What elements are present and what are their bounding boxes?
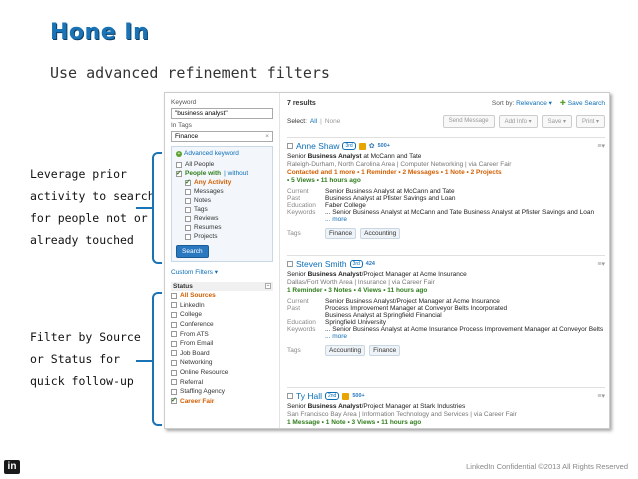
checkbox[interactable]	[185, 225, 191, 231]
checkbox[interactable]	[185, 180, 191, 186]
headline-post: /Project Manager at Stark Industries	[361, 403, 466, 410]
filter-option[interactable]	[171, 358, 273, 368]
results-pane	[287, 99, 605, 426]
activity-stats	[287, 169, 605, 176]
headline-bold: Business Analyst	[307, 271, 362, 278]
activity-stats	[287, 287, 605, 294]
custom-filters-link[interactable]: Custom Filters ▾	[171, 269, 218, 276]
save-search-label: Save Search	[567, 99, 605, 107]
status-heading-label: Status	[173, 283, 193, 290]
checkbox[interactable]	[171, 293, 177, 299]
stats-line: 1 Message • 1 Note • 3 Views • 11 hours ago	[287, 419, 422, 426]
plus-icon: +	[177, 150, 181, 157]
save-search-link[interactable]	[560, 99, 605, 107]
past-value: Process Improvement Manager at Conveyor Belts Incorporated	[325, 305, 508, 312]
filter-option[interactable]	[171, 368, 273, 378]
filter-option[interactable]	[171, 329, 273, 339]
checkbox[interactable]	[171, 331, 177, 337]
annotation-bracket-1	[152, 152, 162, 264]
filter-option-label: All Sources	[180, 292, 216, 300]
past-value: Business Analyst at Pfister Savings and Loan	[325, 195, 456, 202]
keywords-label: Keywords	[287, 209, 316, 216]
checkbox[interactable]	[185, 198, 191, 204]
filter-option[interactable]	[185, 214, 268, 223]
filter-option-label: Any Activity	[194, 179, 232, 186]
headline	[287, 153, 605, 160]
divider	[287, 255, 605, 256]
filter-option-label: Job Board	[180, 349, 210, 357]
headline-post: /Project Manager at Acme Insurance	[361, 271, 467, 278]
filter-option-label: Networking	[180, 359, 213, 367]
filter-option[interactable]	[171, 320, 273, 330]
keyword-value: "business analyst"	[175, 110, 228, 117]
checkbox[interactable]	[176, 171, 182, 177]
current-label: Current	[287, 188, 309, 195]
filter-option[interactable]	[171, 339, 273, 349]
annotation-source: Filter by Source or Status for quick follow-up	[30, 330, 141, 388]
stats-line-2: • 5 Views • 11 hours ago	[287, 177, 361, 184]
tags-value: Finance	[175, 133, 199, 140]
filter-option[interactable]	[171, 301, 273, 311]
recruiter-screenshot	[164, 92, 610, 429]
filter-option-label: From Email	[180, 340, 214, 348]
headline	[287, 271, 605, 278]
checkbox[interactable]	[171, 389, 177, 395]
tag-chip[interactable]: Finance	[369, 345, 400, 356]
meta-line: Raleigh-Durham, North Carolina Area | Computer Networking | via Career Fair	[287, 161, 512, 168]
candidate-card	[287, 141, 605, 239]
filter-option-label: Notes	[194, 197, 211, 204]
sort-label: Sort by:	[491, 100, 515, 107]
filter-option-label: College	[180, 311, 203, 319]
filter-option[interactable]	[171, 397, 273, 407]
select-row	[287, 115, 605, 128]
filter-option-suffix[interactable]: | without	[224, 170, 249, 177]
headline-pre: Senior	[287, 271, 308, 278]
checkbox[interactable]	[185, 216, 191, 222]
past-label: Past	[287, 305, 301, 312]
filter-option-label: Referral	[180, 378, 204, 386]
filter-option[interactable]	[185, 223, 268, 232]
degree-badge: 3rd	[350, 260, 363, 268]
checkbox[interactable]	[171, 379, 177, 385]
checkbox[interactable]	[171, 398, 177, 404]
candidate-name[interactable]: Anne Shaw	[296, 141, 340, 151]
filter-option-label: People with	[185, 170, 222, 177]
checkbox[interactable]	[171, 302, 177, 308]
checkbox[interactable]	[171, 350, 177, 356]
in-tags-label: In Tags	[171, 122, 192, 129]
keyword-input[interactable]	[171, 108, 273, 119]
headline	[287, 403, 605, 410]
profile-details	[287, 188, 605, 223]
checkbox[interactable]	[185, 207, 191, 213]
bulk-actions	[443, 115, 605, 128]
checkbox[interactable]	[176, 162, 182, 168]
past-label: Past	[287, 195, 301, 202]
activity-stats-2	[287, 177, 605, 184]
profile-details	[287, 298, 605, 340]
tags-row	[287, 345, 605, 356]
checkbox[interactable]	[185, 234, 191, 240]
meta-line: San Francisco Bay Area | Information Technology and Services | via Career Fair	[287, 411, 517, 418]
headline-pre: Senior	[287, 153, 308, 160]
status-heading	[171, 282, 273, 291]
divider	[287, 387, 605, 388]
meta-line: Dallas/Fort Worth Area | Insurance | via Career Fair	[287, 279, 435, 286]
headline-bold: Business Analyst	[307, 153, 362, 160]
checkbox[interactable]	[171, 360, 177, 366]
people-filters	[176, 160, 268, 178]
past-value-2: Business Analyst at Springfield Financial	[325, 312, 442, 319]
slide-subtitle: Use advanced refinement filters	[50, 64, 330, 82]
clear-icon[interactable]: ×	[265, 133, 269, 140]
filter-option[interactable]	[185, 178, 268, 187]
more-menu-icon[interactable]: ≡▾	[597, 261, 605, 268]
filter-option[interactable]	[171, 387, 273, 397]
advanced-keyword-link[interactable]	[176, 150, 268, 157]
more-link[interactable]: ... more	[325, 216, 348, 223]
current-value: Senior Business Analyst/Project Manager at Acme Insurance	[325, 298, 500, 305]
source-filters	[171, 291, 273, 406]
filter-option-label: Reviews	[194, 215, 219, 222]
filter-option[interactable]	[171, 349, 273, 359]
education-value: Faber College	[325, 202, 366, 209]
select-checkbox[interactable]	[287, 393, 293, 399]
keywords-label: Keywords	[287, 326, 316, 333]
tags-row	[287, 228, 605, 239]
filter-option-label: Career Fair	[180, 397, 215, 405]
filter-option[interactable]	[185, 196, 268, 205]
filter-option-label: All People	[185, 161, 215, 168]
select-all-link[interactable]: All	[309, 118, 318, 125]
tags-input[interactable]	[171, 131, 273, 142]
ats-icon	[359, 143, 366, 150]
divider	[287, 137, 605, 138]
more-menu-icon[interactable]: ≡▾	[597, 393, 605, 400]
name-row	[287, 259, 605, 269]
checkbox[interactable]	[171, 341, 177, 347]
filter-option[interactable]	[176, 160, 268, 169]
activity-panel	[171, 146, 273, 262]
filter-option-label: Tags	[194, 206, 208, 213]
annotation-activity: Leverage prior activity to search for people not or already touched	[30, 167, 155, 247]
checkbox[interactable]	[171, 322, 177, 328]
filter-option[interactable]	[171, 377, 273, 387]
headline-bold: Business Analyst	[307, 403, 362, 410]
filter-option-label: Resumes	[194, 224, 222, 231]
slide-title: Hone In	[50, 20, 150, 45]
advanced-keyword-label: Advanced keyword	[184, 150, 239, 157]
keyword-label: Keyword	[171, 99, 197, 106]
degree-badge: 3rd	[342, 142, 355, 150]
filter-option-label: LinkedIn	[180, 301, 205, 309]
star-icon: ✚	[559, 100, 566, 107]
activity-filters	[176, 178, 268, 241]
filter-option[interactable]	[171, 310, 273, 320]
tags-label: Tags	[287, 347, 301, 354]
current-label: Current	[287, 298, 309, 305]
annotation-arrow-2	[136, 360, 152, 362]
annotation-bracket-2	[152, 292, 162, 426]
name-row	[287, 391, 605, 401]
select-label: Select:	[287, 118, 307, 125]
spacer	[287, 312, 325, 319]
search-button[interactable]: Search	[176, 245, 209, 258]
results-count: 7 results	[287, 99, 316, 107]
filter-option-label: Messages	[194, 188, 224, 195]
collapse-icon[interactable]: –	[266, 283, 270, 289]
education-label: Education	[287, 202, 316, 209]
results-header	[287, 99, 605, 107]
candidate-name[interactable]: Ty Hall	[296, 391, 322, 401]
stats-line: Contacted and 1 more • 1 Reminder • 2 Messages • 1 Note • 2 Projects	[287, 169, 502, 176]
current-value: Senior Business Analyst at McCann and Tate	[325, 188, 455, 195]
activity-stats	[287, 419, 605, 426]
filter-option[interactable]	[185, 205, 268, 214]
filter-option[interactable]	[185, 232, 268, 241]
bulk-action-button[interactable]: Send Message	[443, 115, 495, 128]
bulk-action-button[interactable]: Print ▾	[576, 115, 605, 128]
stats-line: 1 Reminder • 3 Notes • 4 Views • 11 hours ago	[287, 287, 428, 294]
candidate-card	[287, 391, 605, 426]
spacer	[287, 333, 325, 340]
connections-count: 500+	[352, 393, 365, 399]
filter-option-label: Staffing Agency	[180, 388, 226, 396]
select-checkbox[interactable]	[287, 261, 293, 267]
degree-badge: 2nd	[325, 392, 339, 400]
tag-chip[interactable]: Finance	[325, 228, 356, 239]
headline-post: at McCann and Tate	[361, 153, 422, 160]
select-separator: |	[320, 118, 322, 125]
name-row	[287, 141, 605, 151]
education-label: Education	[287, 319, 316, 326]
sort-dropdown[interactable]: Relevance ▾	[516, 100, 552, 107]
bulk-action-button[interactable]: Save ▾	[542, 115, 572, 128]
tags-label: Tags	[287, 230, 301, 237]
checkbox[interactable]	[171, 370, 177, 376]
filter-option-label: Projects	[194, 233, 218, 240]
gear-icon: ✿	[368, 143, 375, 150]
education-value: Springfield University	[325, 319, 387, 326]
candidate-card	[287, 259, 605, 356]
linkedin-logo: in	[4, 460, 20, 474]
filter-sidebar	[165, 93, 280, 429]
connections-count: 424	[365, 261, 375, 267]
spacer	[287, 216, 325, 223]
bulk-action-button[interactable]: Add Info ▾	[499, 115, 538, 128]
more-menu-icon[interactable]: ≡▾	[597, 143, 605, 150]
filter-option[interactable]	[171, 291, 273, 301]
checkbox[interactable]	[185, 189, 191, 195]
copyright-text: LinkedIn Confidential ©2013 All Rights Reserved	[466, 462, 628, 471]
tag-chip[interactable]: Accounting	[325, 345, 365, 356]
keywords-value: ... Senior Business Analyst at Acme Insurance Process Improvement Manager at Conveyor Belts	[325, 326, 604, 333]
tag-chip[interactable]: Accounting	[360, 228, 400, 239]
more-link[interactable]: ... more	[325, 333, 348, 340]
connections-count: 500+	[377, 143, 390, 149]
filter-option[interactable]	[185, 187, 268, 196]
filter-option-label: From ATS	[180, 330, 209, 338]
select-checkbox[interactable]	[287, 143, 293, 149]
select-none-link[interactable]: None	[324, 118, 341, 125]
filter-option-label: Conference	[180, 321, 214, 329]
checkbox[interactable]	[171, 312, 177, 318]
ats-icon	[342, 393, 349, 400]
sort-controls	[492, 99, 605, 107]
keywords-value: ... Senior Business Analyst at McCann and Tate Business Analyst at Pfister Savings and Loan	[325, 209, 595, 216]
slide-footer	[0, 456, 638, 479]
filter-option-label: Online Resource	[180, 369, 229, 377]
candidate-name[interactable]: Steven Smith	[296, 259, 347, 269]
annotation-arrow-1	[136, 207, 152, 209]
headline-pre: Senior	[287, 403, 308, 410]
